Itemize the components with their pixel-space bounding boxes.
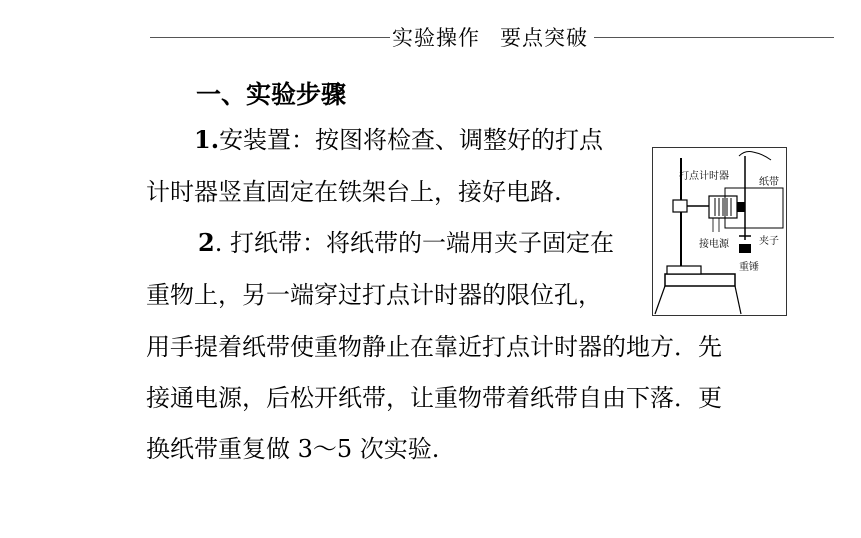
- step1-text1: 安装置：按图将检查、调整好的打点: [219, 126, 604, 154]
- figure-label-weight: 重锤: [739, 262, 759, 273]
- page-header: [392, 22, 588, 52]
- step1-line2: 计时器竖直固定在铁架台上，接好电路.: [146, 178, 562, 206]
- step2-line2: 重物上，另一端穿过打点计时器的限位孔，: [146, 281, 602, 309]
- figure-label-clip: 夹子: [759, 236, 779, 247]
- stand-clamp: [673, 200, 687, 212]
- figure-label-power: 接电源: [699, 239, 729, 250]
- header-title-part1: 实验操作: [392, 26, 480, 50]
- table-leg-right: [735, 286, 741, 314]
- hand-drawing: [739, 152, 771, 161]
- step2-text1: . 打纸带：将纸带的一端用夹子固定在: [214, 229, 614, 257]
- table-top: [665, 274, 735, 286]
- section-heading: 一、实验步骤: [196, 80, 347, 109]
- step1-line1: [194, 125, 603, 155]
- step1-number: 1.: [194, 125, 220, 154]
- header-title-part2: 要点突破: [500, 26, 588, 50]
- figure-label-tape: 纸带: [759, 177, 779, 188]
- table-leg-left: [655, 286, 665, 314]
- heavy-weight: [739, 244, 751, 253]
- step2-line3: 用手提着纸带使重物静止在靠近打点计时器的地方．先: [146, 333, 722, 361]
- step2-line4: 接通电源，后松开纸带，让重物带着纸带自由下落．更: [146, 384, 722, 412]
- stand-base: [667, 266, 701, 274]
- timer-magnet: [737, 202, 745, 212]
- header-rule-left: [150, 37, 390, 38]
- apparatus-figure: [652, 147, 787, 316]
- step2-line5: 换纸带重复做 3～5 次实验.: [146, 435, 440, 463]
- step2-number: 2: [198, 228, 215, 257]
- figure-label-timer: 打点计时器: [679, 171, 729, 182]
- step2-line1: [198, 228, 614, 258]
- header-rule-right: [594, 37, 834, 38]
